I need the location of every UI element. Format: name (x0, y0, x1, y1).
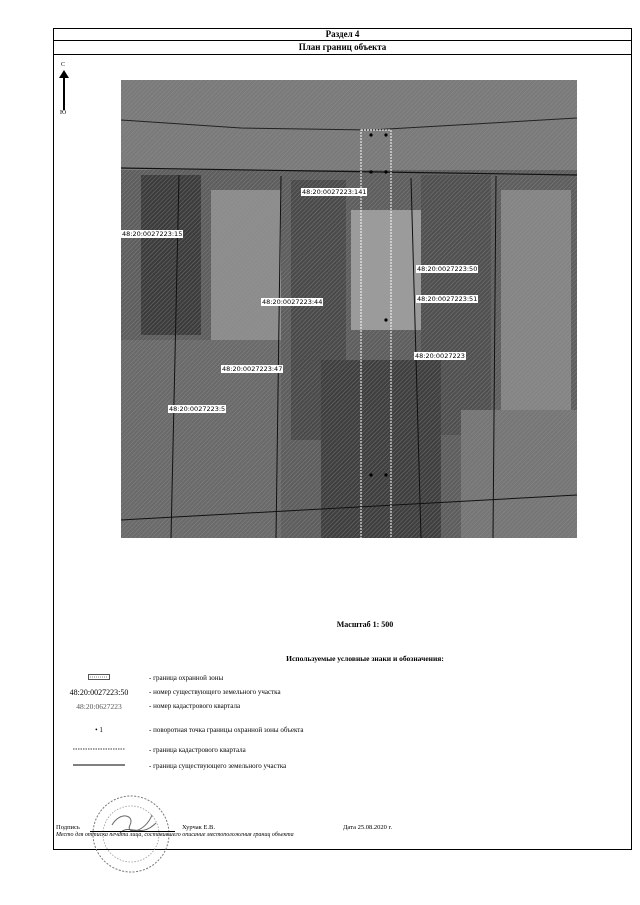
legend-symbol: 48:20:0027223:50 (69, 688, 129, 697)
solid-line-icon (55, 762, 143, 770)
legend-text: - граница существующего земельного участка (149, 762, 287, 770)
north-label: С (61, 62, 66, 68)
parcel-label: 48:20:0027223:15 (122, 230, 183, 238)
legend-symbol: 48:20:0627223 (76, 702, 122, 711)
document-date: Дата 25.08.2020 г. (343, 824, 393, 831)
south-label: Ю (60, 110, 67, 116)
legend-title: Используемые условные знаки и обозначения: (286, 654, 444, 663)
legend-text: - номер существующего земельного участка (149, 688, 281, 696)
parcel-label: 48:20:0027223:47 (222, 365, 283, 373)
parcel-label: 48:20:0027223:141 (302, 188, 367, 196)
aerial-map (121, 80, 577, 538)
legend-text: - граница кадастрового квартала (149, 746, 246, 754)
aerial-photo-icon (121, 80, 577, 538)
parcel-label: 48:20:0027223:5 (169, 405, 226, 413)
parcel-label: 48:20:0027223:51 (417, 295, 478, 303)
map-scale: Масштаб 1: 500 (336, 620, 394, 629)
signature-label: Подпись (56, 824, 80, 831)
legend-text: - номер кадастрового квартала (149, 702, 241, 710)
parcel-label: 48:20:0027223 (415, 352, 465, 360)
north-arrow (58, 62, 70, 118)
point-icon: • 1 (95, 726, 103, 734)
dashed-line-icon (55, 746, 143, 754)
signer-name: Хурчак Е.В. (182, 824, 215, 831)
hatched-rectangle-icon (55, 674, 143, 682)
parcel-label: 48:20:0027223:50 (417, 265, 478, 273)
parcel-label: 48:20:0027223:44 (262, 298, 323, 306)
legend-text: - поворотная точка границы охранной зоны объекта (149, 726, 304, 734)
section-header: Раздел 4 (53, 28, 632, 41)
stamp-note: Место для оттиска печати лица, составившего описание местоположения границ объекта (56, 832, 294, 838)
page-title: План границ объекта (53, 40, 632, 55)
legend-text: - граница охранной зоны (149, 674, 224, 682)
